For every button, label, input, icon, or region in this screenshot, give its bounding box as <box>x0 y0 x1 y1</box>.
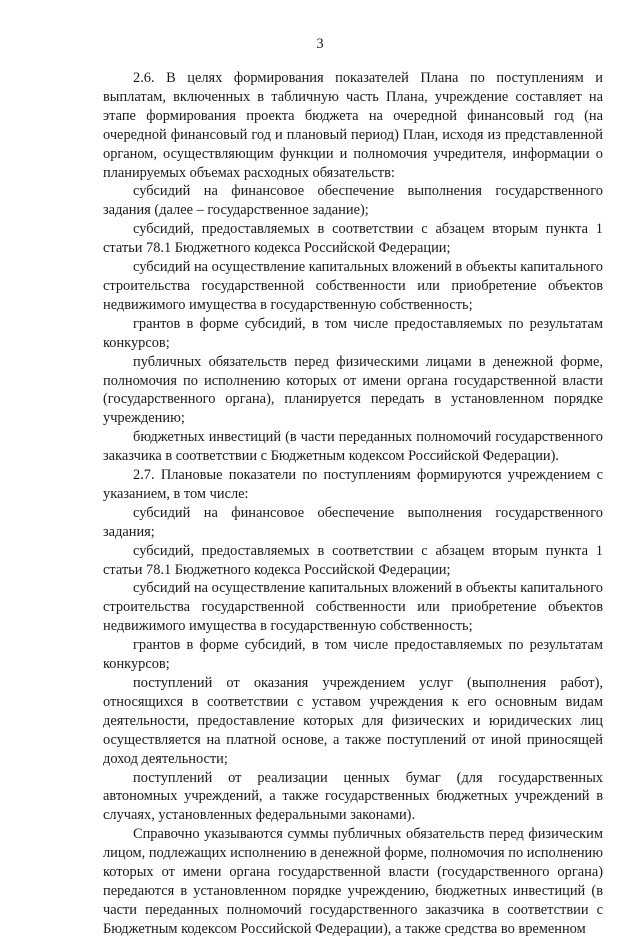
page-number: 3 <box>316 36 324 52</box>
list-item-grants: грантов в форме субсидий, в том числе предоставляемых по результатам конкурсов; <box>103 315 603 351</box>
list-item-subsidy-state-task-2: субсидий на финансовое обеспечение выполнения государственного задания; <box>103 504 603 540</box>
list-item-subsidy-state-task: субсидий на финансовое обеспечение выполнения государственного задания (далее – государственное задание); <box>103 183 603 219</box>
list-item-paid-services: поступлений от оказания учреждением услуг (выполнения работ), относящихся в соответствии с уставом учреждения к его основным видам деятельности, предоставление которых для физических и юридических лиц осуществляется на платной основе, а также поступлений от иной приносящей доход деятельности; <box>103 675 603 767</box>
list-item-subsidy-capital-investment-2: субсидий на осуществление капитальных вложений в объекты капитального строительства государственной собственности или приобретение объектов недвижимого имущества в государственную собственность; <box>103 580 603 635</box>
list-item-budget-investments: бюджетных инвестиций (в части переданных полномочий государственного заказчика в соответствии с Бюджетным кодексом Российской Федерации). <box>103 429 603 465</box>
list-item-subsidy-capital-investment: субсидий на осуществление капитальных вложений в объекты капитального строительства государственной собственности или приобретение объектов недвижимого имущества в государственную собственность; <box>103 259 603 313</box>
list-item-securities: поступлений от реализации ценных бумаг (для государственных автономных учреждений, а также государственных бюджетных учреждений в случаях, установленных федеральными законами). <box>103 769 603 824</box>
paragraph-2-6: 2.6. В целях формирования показателей Плана по поступлениям и выплатам, включенных в табличную часть Плана, учреждение составляет на этапе формирования проекта бюджета на очередной финансовый год (на очередной финансовый год и плановый период) План, исходя из представленной органом, осуществляющим функции и полномочия учредителя, информации о планируемых объемах расходных обязательств: <box>103 70 603 181</box>
list-item-grants-2: грантов в форме субсидий, в том числе предоставляемых по результатам конкурсов; <box>103 637 603 673</box>
paragraph-reference-amounts: Справочно указываются суммы публичных обязательств перед физическим лицом, подлежащих исполнению в денежной форме, полномочия по исполнению которых от имени органа государственной власти (государственного органа) передаются в установленном порядке учреждению, бюджетных инвестиций (в части переданных полномочий государственного заказчика в соответствии с Бюджетным кодексом Российской Федерации), а также средства во временном <box>103 826 603 937</box>
paragraph-2-7: 2.7. Плановые показатели по поступлениям формируются учреждением с указанием, в том числе: <box>103 467 603 502</box>
list-item-public-obligations: публичных обязательств перед физическими лицами в денежной форме, полномочия по исполнению которых от имени органа государственной власти (государственного органа), планируется передать в установленном порядке учреждению; <box>103 353 603 427</box>
list-item-subsidy-article-78-1: субсидий, предоставляемых в соответствии с абзацем вторым пункта 1 статьи 78.1 Бюджетного кодекса Российской Федерации; <box>103 221 603 257</box>
list-item-subsidy-article-78-1-2: субсидий, предоставляемых в соответствии с абзацем вторым пункта 1 статьи 78.1 Бюджетного кодекса Российской Федерации; <box>103 542 603 578</box>
document-body <box>103 69 603 939</box>
